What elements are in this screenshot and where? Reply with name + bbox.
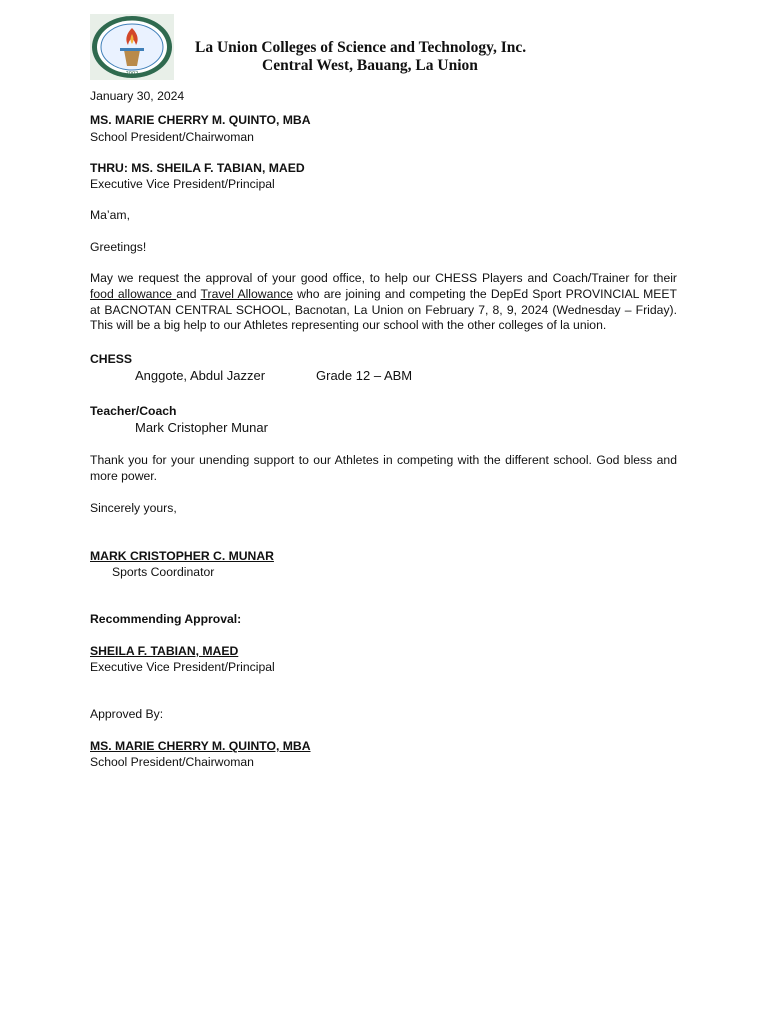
coach-name: Mark Cristopher Munar: [135, 420, 268, 435]
paragraph-text-end: who are joining and competing the DepEd Sport PROVINCIAL MEET at BACNOTAN CENTRAL SCHOOL, Bacnotan, La Union on February 7, 8, 9, 2024 (Wednesday – Friday). This will be a big help to our Athletes representing our school with the other colleges of la union.: [90, 286, 677, 333]
closing-salutation: Sincerely yours,: [90, 501, 177, 515]
recipient-title: School President/Chairwoman: [90, 130, 254, 144]
school-seal-logo: [90, 14, 174, 80]
recommending-label: Recommending Approval:: [90, 612, 242, 626]
player-name: Anggote, Abdul Jazzer: [135, 368, 266, 383]
player-grade: Grade 12 – ABM: [316, 368, 413, 383]
approved-label: Approved By:: [90, 707, 164, 721]
food-allowance-text: food allowance: [90, 286, 177, 301]
recommending-title: Executive Vice President/Principal: [90, 660, 275, 674]
school-name: La Union Colleges of Science and Technology, Inc.: [195, 39, 527, 56]
salutation: Ma’am,: [90, 208, 130, 222]
signatory-name: MARK CRISTOPHER C. MUNAR: [90, 549, 274, 563]
paragraph-and: and: [176, 286, 197, 301]
signatory-title: Sports Coordinator: [112, 565, 215, 579]
request-paragraph: [90, 271, 677, 334]
letter-date: January 30, 2024: [90, 89, 185, 103]
chess-heading: CHESS: [90, 352, 132, 366]
greeting: Greetings!: [90, 240, 147, 254]
approved-title: School President/Chairwoman: [90, 755, 254, 769]
thru-name: THRU: MS. SHEILA F. TABIAN, MAED: [90, 161, 305, 175]
paragraph-text-start: May we request the approval of your good office, to help our CHESS Players and Coach/Trainer for their: [90, 271, 677, 285]
recipient-name: MS. MARIE CHERRY M. QUINTO, MBA: [90, 113, 311, 127]
coach-heading: Teacher/Coach: [90, 404, 177, 418]
closing-paragraph: Thank you for your unending support to our Athletes in competing with the different school. God bless and more power.: [90, 453, 677, 483]
svg-text:2002: 2002: [125, 71, 139, 77]
travel-allowance-text: Travel Allowance: [200, 286, 293, 301]
recommending-name: SHEILA F. TABIAN, MAED: [90, 644, 239, 658]
approved-name: MS. MARIE CHERRY M. QUINTO, MBA: [90, 739, 311, 753]
school-address: Central West, Bauang, La Union: [262, 57, 478, 74]
thru-title: Executive Vice President/Principal: [90, 177, 275, 191]
